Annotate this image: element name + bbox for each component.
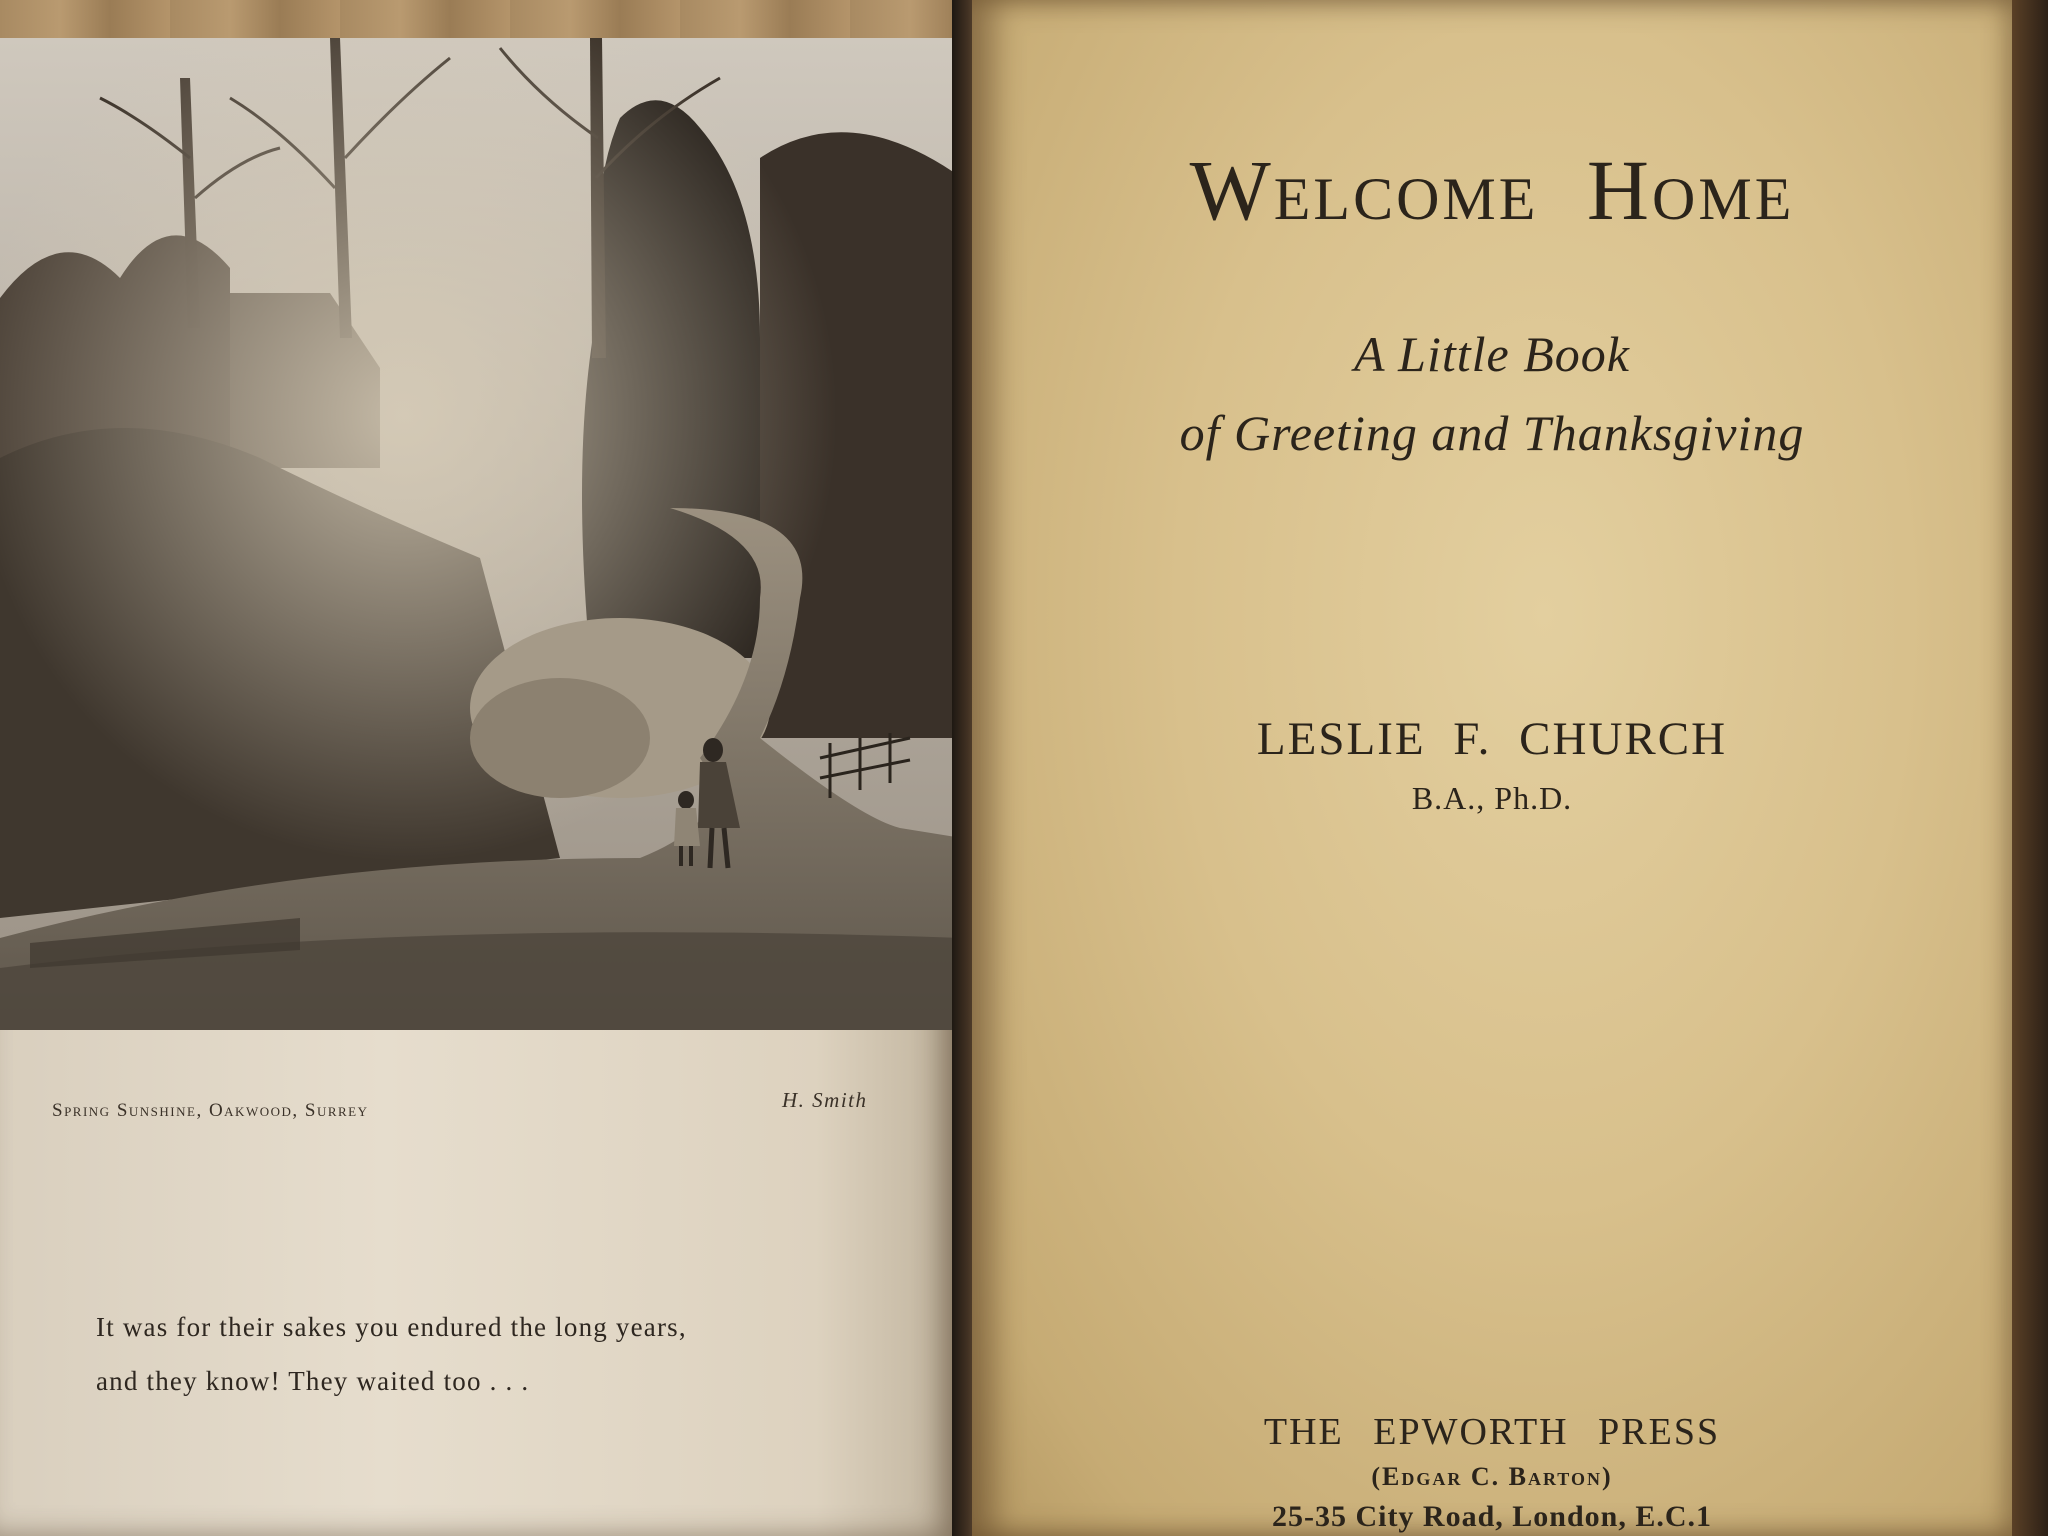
page-edge-shadow (2012, 0, 2048, 1536)
frontispiece-photo (0, 38, 962, 1030)
epigraph-quote (96, 1300, 876, 1408)
publisher-address: 25-35 City Road, London, E.C.1 (1271, 1500, 1713, 1533)
publisher-editor: (Edgar C. Barton) (1371, 1462, 1613, 1491)
author-degrees: B.A., Ph.D. (1411, 780, 1573, 816)
book-subtitle-line1: A Little Book (1354, 326, 1630, 382)
photo-credit: H. Smith (782, 1088, 868, 1112)
photo-caption: Spring Sunshine, Oakwood, Surrey (52, 1100, 369, 1121)
author-name: LESLIE F. CHURCH (1256, 713, 1728, 765)
quote-line: It was for their sakes you endured the long years, (96, 1312, 687, 1342)
publisher-name: THE EPWORTH PRESS (1263, 1411, 1721, 1453)
left-page (0, 38, 960, 1536)
quote-line: and they know! They waited too . . . (96, 1366, 530, 1396)
book-subtitle-line2: of Greeting and Thanksgiving (1179, 405, 1805, 461)
book-title: Welcome Home (1189, 142, 1795, 238)
